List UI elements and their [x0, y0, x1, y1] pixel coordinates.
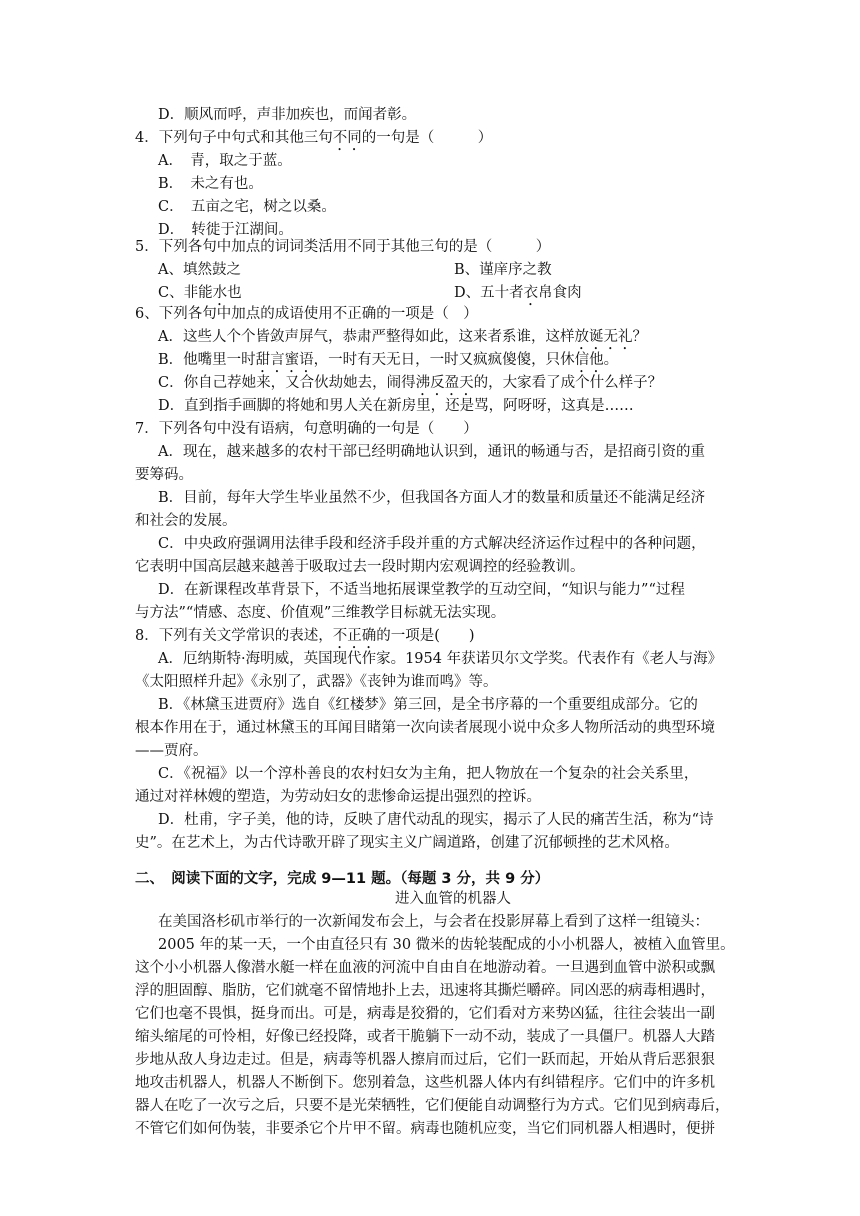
q4-option-c: C． 五亩之宅，树之以桑。: [158, 199, 336, 215]
q4-stem-post: 的一句是（ ）: [361, 130, 493, 146]
q6-c-pre: C．你自己荐她来，又合伙劫她去，闹得: [158, 375, 416, 391]
q8-option-d-line1: D．杜甫，字子美，他的诗，反映了唐代动乱的现实，揭示了人民的痛苦生活，称为“诗: [158, 812, 714, 828]
q8-option-c-line1: C．《祝福》以一个淳朴善良的农村妇女为主角，把人物放在一个复杂的社会关系里，: [158, 766, 699, 782]
q8-stem-dotted: 不正确: [332, 628, 377, 644]
q6-b-dotted-1: 甜言蜜语: [255, 352, 314, 368]
q4-option-b: B． 未之有也。: [158, 176, 263, 192]
q8-option-b-line3: ——贾府。: [135, 743, 208, 759]
q7-option-d-line2: 与方法”“情感、态度、价值观”三维教学目标就无法实现。: [135, 605, 506, 621]
q6-c-post: 的，大家看了成个什么样子？: [473, 375, 663, 391]
q5-d-pre: D、五十者: [454, 285, 524, 301]
q5-c-dotted: 水: [212, 285, 228, 301]
q8-option-d-line2: 史”。在艺术上，为古代诗歌开辟了现实主义广阔道路，创建了沉郁顿挫的艺术风格。: [135, 835, 679, 851]
q6-a-pre: A．这些人个个皆敛声屏气，恭肃严整得如此，这来者系谁，这样: [158, 329, 575, 345]
passage-line: 它们也毫不畏惧，挺身而出。可是，病毒是狡猾的，它们看对方来势凶猛，往往会装出一副: [135, 1006, 715, 1022]
q7-stem: 7．下列各句中没有语病，句意明确的一句是（ ）: [135, 421, 478, 437]
q8-stem-post: 的一项是( ): [376, 628, 475, 644]
passage-line: 缩头缩尾的可怜相，好像已经投降，或者干脆躺下一动不动，装成了一具僵尸。机器人大踏: [135, 1029, 715, 1045]
passage-line: 器人在吃了一次亏之后，只要不是光荣牺牲，它们便能自动调整行为方式。它们见到病毒后，: [135, 1098, 730, 1114]
q7-option-b-line2: 和社会的发展。: [135, 513, 237, 529]
q7-option-a-line1: A．现在，越来越多的农村干部已经明确地认识到，通讯的畅通与否，是招商引资的重: [158, 444, 705, 460]
q5-option-a: A、填然鼓之: [158, 262, 241, 278]
q7-option-c-line2: 它表明中国高层越来越善于吸取过去一段时期内宏观调控的经验教训。: [135, 559, 585, 575]
q8-stem-pre: 8．下列有关文学常识的表述，: [135, 628, 333, 644]
q7-option-a-line2: 要筹码。: [135, 467, 193, 483]
passage-line: 地攻击机器人，机器人不断倒下。您别着急，这些机器人体内有纠错程序。它们中的许多机: [135, 1075, 715, 1091]
q7-option-b-line1: B．目前，每年大学生毕业虽然不少，但我国各方面人才的数量和质量还不能满足经济: [158, 490, 706, 506]
q6-stem: 6、下列各句中加点的成语使用不正确的一项是（ ）: [135, 306, 478, 322]
q6-option-d: D．直到指手画脚的将她和男人关在新房里，还是骂，阿呀呀，这真是……: [158, 398, 634, 414]
q8-option-b-line2: 根本作用在于，通过林黛玉的耳闻目睹第一次向读者展现小说中众多人物所活动的典型环境: [135, 720, 715, 736]
passage-line: 浮的胆固醇、脂肪，它们就毫不留情地扑上去，迅速将其撕烂嚼碎。同凶恶的病毒相遇时，: [135, 983, 715, 999]
q6-b-dotted-2: 信他: [574, 352, 604, 368]
q4-stem-pre: 4．下列句子中句式和其他三句: [135, 130, 333, 146]
q5-stem: 5．下列各句中加点的词词类活用不同于其他三句的是（ ）: [135, 239, 551, 255]
q8-option-a-line2: 《太阳照样升起》《永别了，武器》《丧钟为谁而鸣》等。: [135, 674, 498, 690]
q5-d-post: 帛食肉: [538, 285, 582, 301]
q6-c-dotted: 沸反盈天: [415, 375, 474, 391]
q4-option-d: D． 转徙于江湖间。: [158, 222, 293, 238]
q7-option-d-line1: D．在新课程改革背景下，不适当地拓展课堂教学的互动空间，“知识与能力”“过程: [158, 582, 685, 598]
passage-line: 2005 年的某一天，一个由直径只有 30 微米的齿轮装配成的小小机器人，被植入血管里。: [158, 937, 735, 953]
passage-title: 进入血管的机器人: [395, 891, 511, 907]
q6-b-mid: ，一时有天无日，一时又疯疯傻傻，只休: [313, 352, 575, 368]
q5-option-b: B、谨庠序之教: [454, 262, 552, 278]
passage-line: 在美国洛杉矶市举行的一次新闻发布会上，与会者在投影屏幕上看到了这样一组镜头：: [158, 914, 709, 930]
q7-option-c-line1: C．中央政府强调用法律手段和经济手段并重的方式解决经济运作过程中的各种问题，: [158, 536, 706, 552]
q6-b-post: 。: [603, 352, 619, 368]
q8-option-b-line1: B．《林黛玉进贾府》选自《红楼梦》第三回，是全书序幕的一个重要组成部分。它的: [158, 697, 698, 713]
q8-option-c-line2: 通过对祥林嫂的塑造，为劳动妇女的悲惨命运提出强烈的控诉。: [135, 789, 541, 805]
q6-a-post: ？: [632, 329, 647, 345]
q4-stem-dotted: 不同: [332, 130, 362, 146]
q3-option-d: D．顺风而呼，声非加疾也，而闻者彰。: [158, 107, 417, 123]
passage-line: 步地从敌人身边走过。但是，病毒等机器人擦肩而过后，它们一跃而起，开始从背后恶狠狠: [135, 1052, 715, 1068]
q5-d-dotted: 衣: [523, 285, 539, 301]
q8-option-a-line1: A．厄纳斯特·海明威，英国现代作家。1954 年获诺贝尔文学奖。代表作有《老人与海》: [158, 651, 723, 667]
q4-option-a: A． 青，取之于蓝。: [158, 153, 292, 169]
q5-c-post: 也: [227, 285, 242, 301]
q6-a-dotted: 放诞无礼: [574, 329, 633, 345]
q6-b-pre: B．他嘴里一时: [158, 352, 256, 368]
q5-c-pre: C、非能: [158, 285, 213, 301]
passage-line: 不管它们如何伪装，非要杀它个片甲不留。病毒也随机应变，当它们同机器人相遇时，便拼: [135, 1121, 715, 1137]
section2-heading: 二、 阅读下面的文字，完成 9—11 题。（每题 3 分，共 9 分）: [135, 871, 550, 887]
passage-line: 这个小小机器人像潜水艇一样在血液的河流中自由自在地游动着。一旦遇到血管中淤积或飘: [135, 960, 715, 976]
